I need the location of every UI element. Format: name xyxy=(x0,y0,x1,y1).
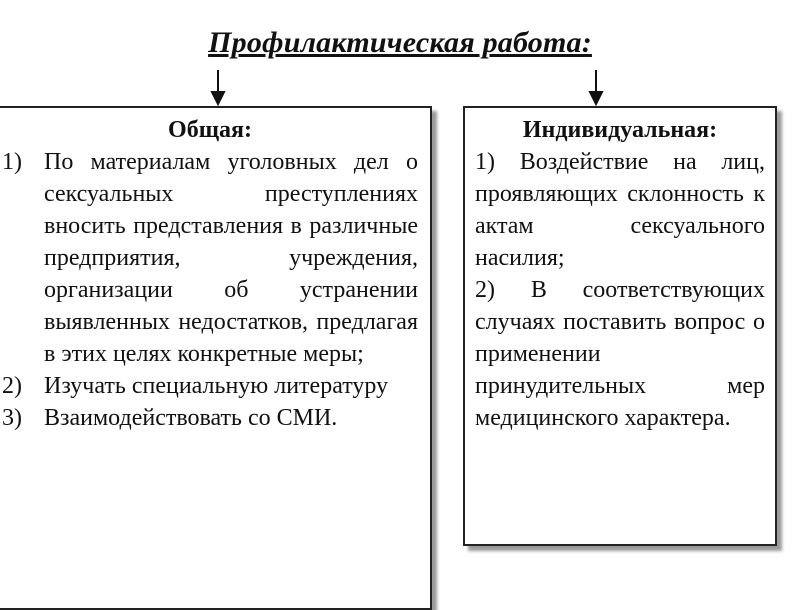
item-text: Взаимодействовать со СМИ. xyxy=(44,405,338,431)
individual-heading: Индивидуальная: xyxy=(522,117,718,143)
arrow-left xyxy=(212,70,224,104)
item-number: 1) xyxy=(2,149,22,175)
general-heading: Общая: xyxy=(168,117,252,143)
list-item xyxy=(2,402,418,434)
individual-item-1: 1) Воздействие на лиц, проявляющих склонность к актам сексуального насилия; xyxy=(475,149,765,271)
item-number: 2) xyxy=(2,373,22,399)
general-list xyxy=(2,146,418,434)
list-item xyxy=(2,146,418,370)
page-title: Профилактическая работа: xyxy=(208,26,592,59)
individual-box xyxy=(463,106,777,546)
individual-item-2: 2) В соответствующих случаях поставить вопрос о применении принудительных мер медицинского характера. xyxy=(475,277,765,431)
item-text: Изучать специальную литературу xyxy=(44,373,389,399)
arrow-right xyxy=(590,70,602,104)
list-item xyxy=(2,370,418,402)
general-box xyxy=(0,106,432,610)
item-text: По материалам уголовных дел о сексуальных преступлениях вносить представления в различные предприятия, учреждения, организации об устранении выявленных недостатков, предлагая в этих целях конкретные меры; xyxy=(44,149,418,367)
connector-arrows xyxy=(0,0,800,110)
item-number: 3) xyxy=(2,405,22,431)
